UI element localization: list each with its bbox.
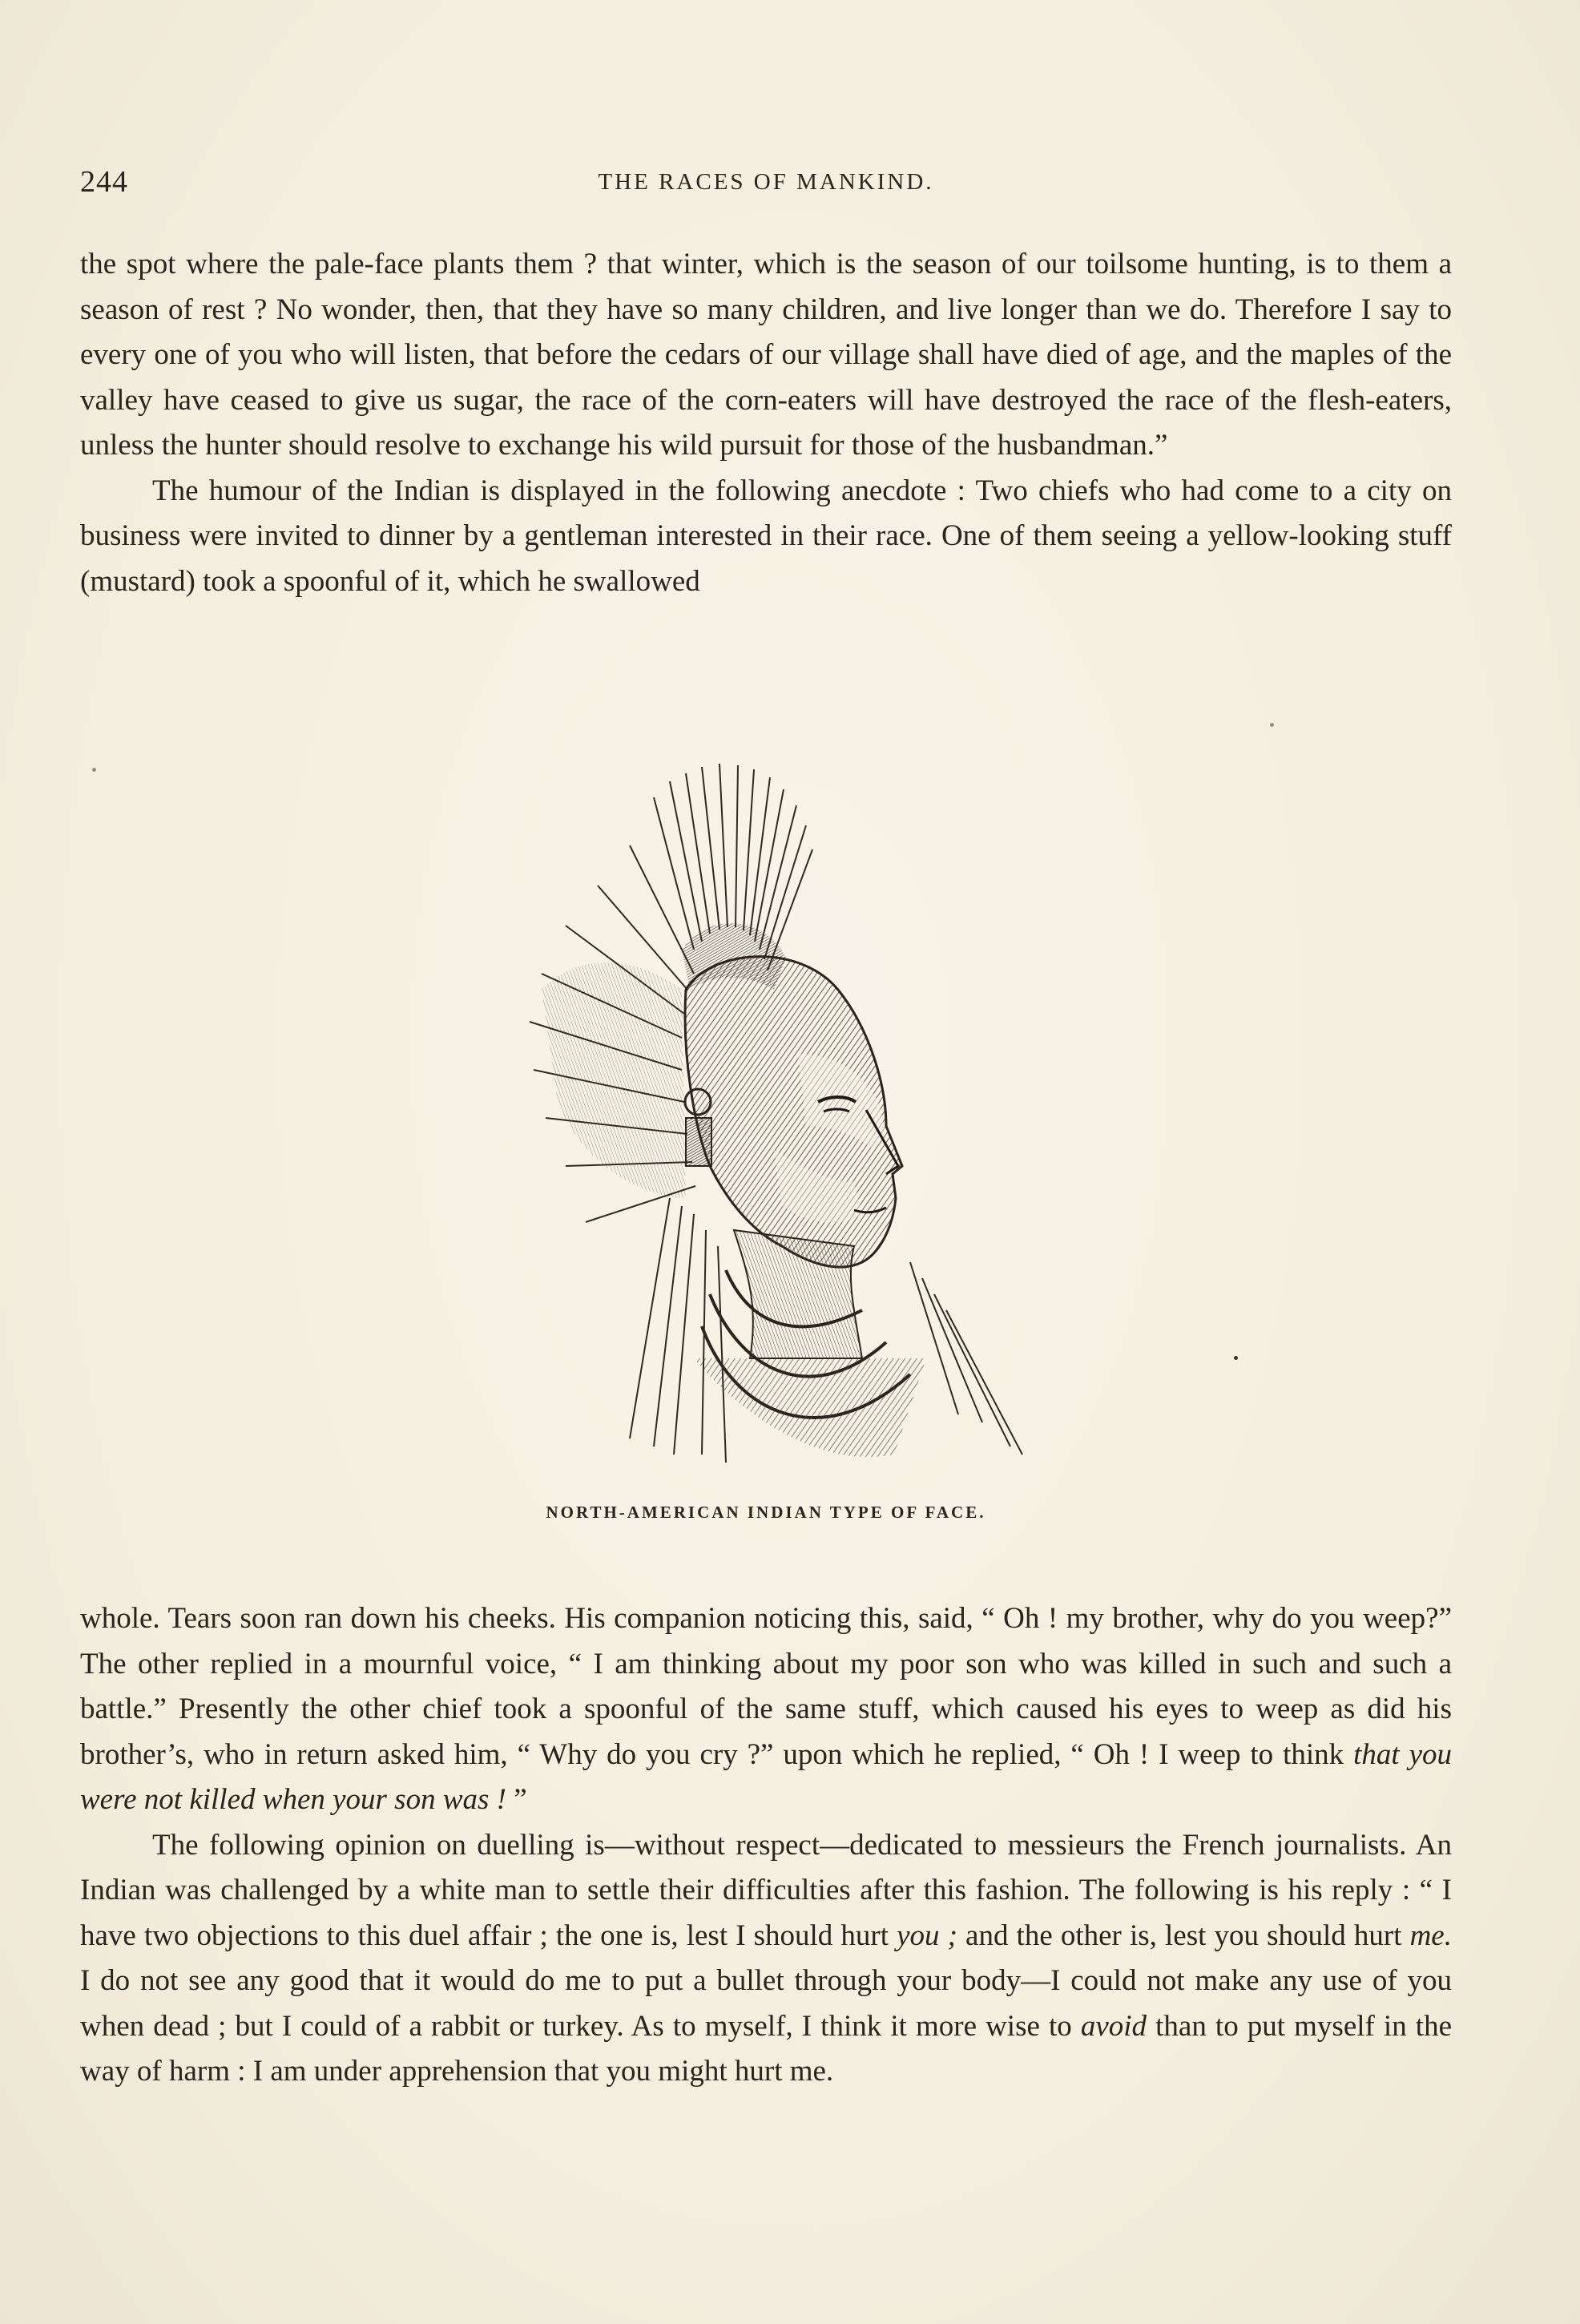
italic-text-run: me. <box>1409 1919 1452 1952</box>
italic-text-run: you ; <box>897 1919 957 1952</box>
engraved-portrait-icon <box>510 749 1054 1479</box>
bottom-text-block <box>80 1596 1452 2095</box>
text-run: I do not see any good that it would do me to put a bullet through your body—I could not make any use of you when dead ; but I could of a rabbit or turkey. As to myself, I think it more wise to <box>80 1964 1452 2043</box>
running-head <box>80 164 1452 204</box>
paragraph-anecdote-continued <box>80 1596 1452 1823</box>
paragraph-anecdote: The humour of the Indian is displayed in the following anecdote : Two chiefs who had come to a city on business were invited to dinner by a gentleman interested in their race. One of them seeing a yellow-looking stuff (mustard) took a spoonful of it, which he swallowed <box>80 474 1452 598</box>
figure-caption: NORTH-AMERICAN INDIAN TYPE OF FACE. <box>546 1503 986 1522</box>
text-run: and the other is, lest you should hurt <box>957 1919 1410 1952</box>
paper-speck <box>92 768 96 772</box>
text-run: ” <box>506 1783 527 1816</box>
top-text-block <box>80 242 1452 604</box>
page-number: 244 <box>80 165 128 199</box>
paper-speck <box>1270 723 1274 727</box>
italic-text-run: that you were not killed when your son was ! <box>80 1737 1453 1816</box>
paragraph-duelling <box>80 1823 1452 2095</box>
engraved-portrait-figure <box>510 749 1054 1479</box>
paper-speck <box>1234 1356 1238 1360</box>
text-run: The following opinion on duelling is—without respect—dedicated to messieurs the French journalists. An Indian was challenged by a white man to settle their difficulties after this fashion. The following is his reply : “ I have two objections to this duel affair ; the one is, lest I should hurt <box>80 1828 1452 1952</box>
text-run: than to put myself in the way of harm : I am under apprehension that you might hurt me. <box>80 2009 1452 2088</box>
paragraph-continuation: the spot where the pale-face plants them ? that winter, which is the season of our toilsome hunting, is to them a season of rest ? No wonder, then, that they have so many children, and live longer than we do. Therefore I say to every one of you who will listen, that before the cedars of our village shall have died of age, and the maples of the valley have ceased to give us sugar, the race of the corn-eaters will have destroyed the race of the flesh-eaters, unless the hunter should resolve to exchange his wild pursuit for those of the husbandman.” <box>80 248 1452 462</box>
italic-text-run: avoid <box>1080 2009 1147 2043</box>
running-title: THE RACES OF MANKIND. <box>598 169 934 195</box>
text-run: whole. Tears soon ran down his cheeks. His companion noticing this, said, “ Oh ! my brother, why do you weep?” The other replied in a mournful voice, “ I am thinking about my poor son who was killed in such and such a battle.” Presently the other chief took a spoonful of the same stuff, which caused his eyes to weep as did his brother’s, who in return asked him, “ Why do you cry ?” upon which he replied, “ Oh ! I weep to think <box>80 1602 1452 1771</box>
